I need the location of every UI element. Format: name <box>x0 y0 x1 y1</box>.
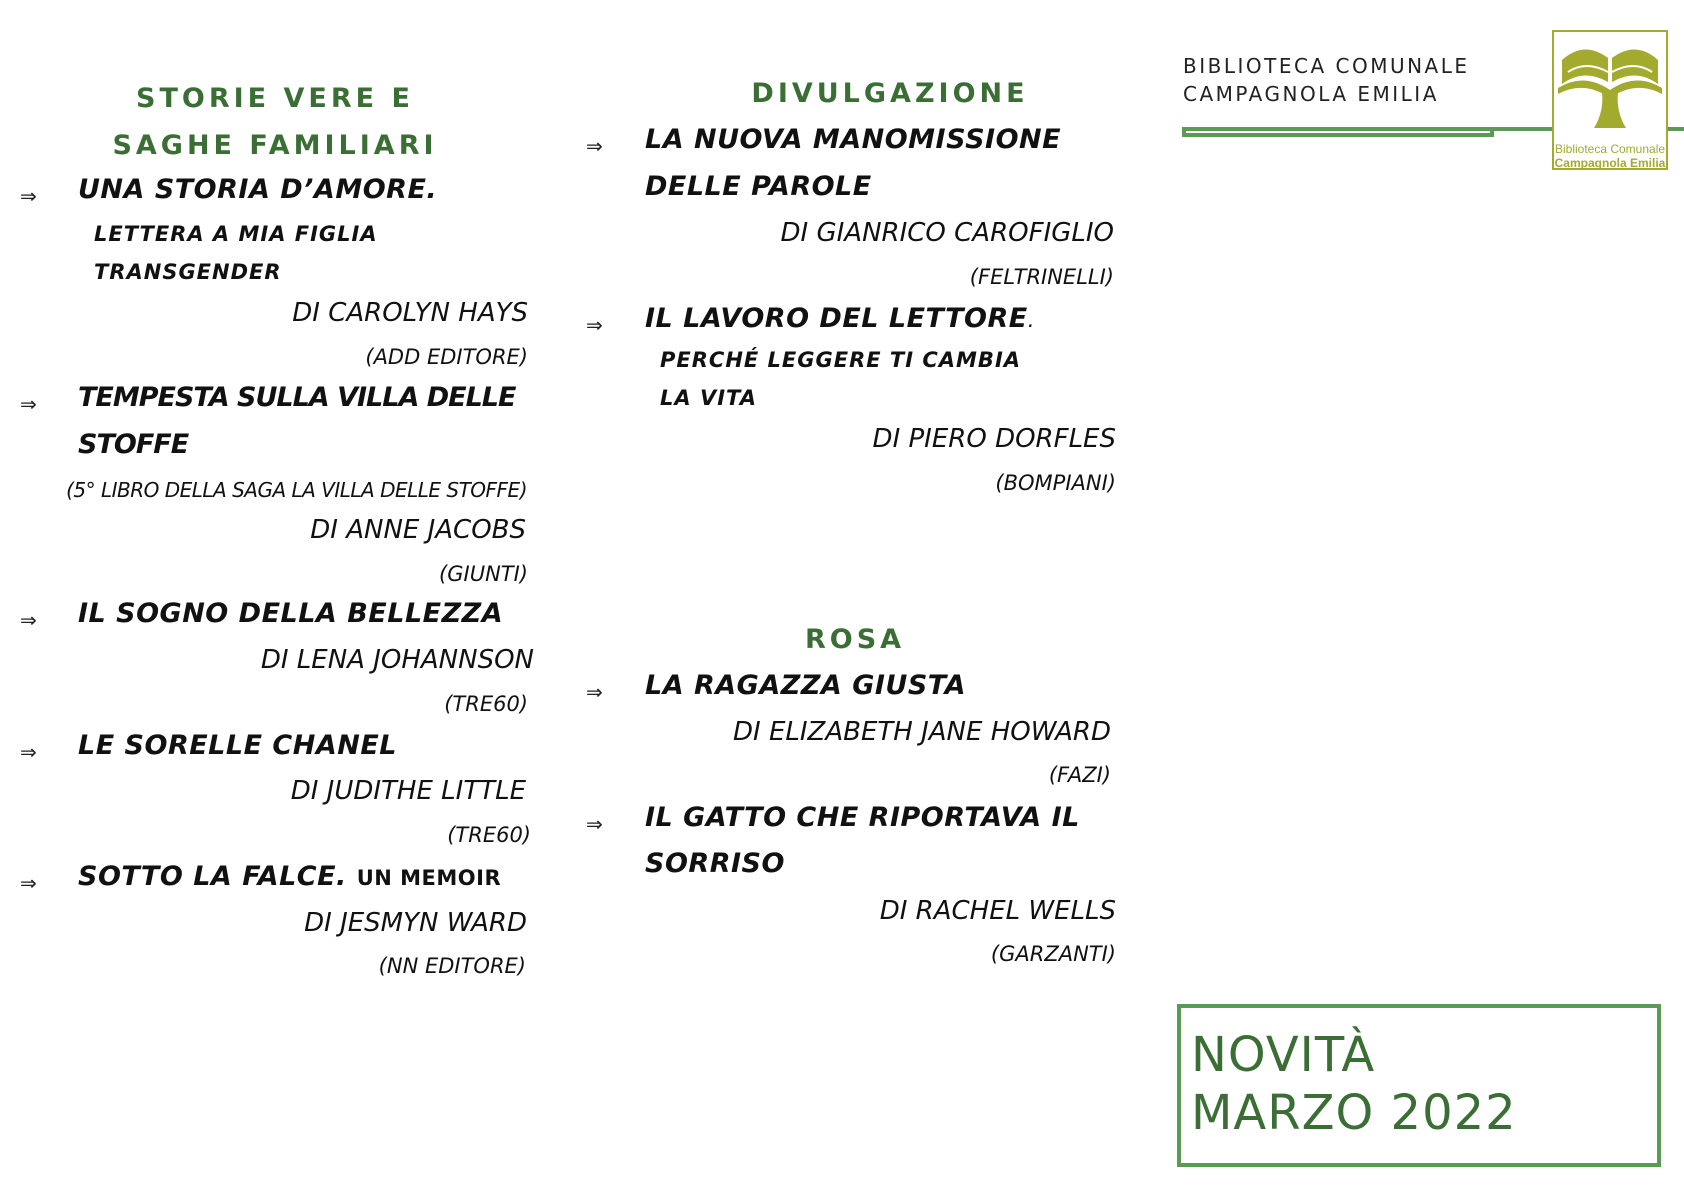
novita-box <box>1177 1004 1661 1167</box>
book-title: LE SORELLE CHANEL <box>78 730 397 761</box>
section-title-storie <box>90 75 460 169</box>
section-title-rosa: ROSA <box>804 624 906 655</box>
book-author: DI PIERO DORFLES <box>872 424 1116 454</box>
section-title-line2: SAGHE FAMILIARI <box>112 130 438 161</box>
arrow-icon: ⇒ <box>20 392 37 416</box>
arrow-icon: ⇒ <box>586 134 603 158</box>
book-subtitle: TRANSGENDER <box>94 260 282 284</box>
arrow-icon: ⇒ <box>586 812 603 836</box>
novita-heading <box>1191 1026 1517 1142</box>
book-title <box>645 303 1035 334</box>
book-title: UNA STORIA D’AMORE. <box>78 174 438 205</box>
book-publisher: (ADD EDITORE) <box>365 345 528 369</box>
arrow-icon: ⇒ <box>20 740 37 764</box>
arrow-icon: ⇒ <box>586 680 603 704</box>
book-author: DI RACHEL WELLS <box>879 896 1116 926</box>
logo-text-line2: Campagnola Emilia <box>1554 156 1666 170</box>
book-title: LA RAGAZZA GIUSTA <box>645 670 966 701</box>
book-publisher: (TRE60) <box>447 823 531 847</box>
book-title: IL GATTO CHE RIPORTAVA IL <box>645 802 1080 833</box>
book-author: DI CAROLYN HAYS <box>292 298 528 328</box>
book-publisher: (TRE60) <box>444 692 528 716</box>
book-title: TEMPESTA SULLA VILLA DELLE <box>78 382 516 413</box>
book-publisher: (GARZANTI) <box>990 942 1116 966</box>
title-dot: . <box>1027 308 1035 332</box>
book-subtitle: PERCHÉ LEGGERE TI CAMBIA <box>660 348 1022 372</box>
book-publisher: (FELTRINELLI) <box>969 265 1114 289</box>
book-title: DELLE PAROLE <box>645 171 872 202</box>
section-title-divulgazione: DIVULGAZIONE <box>751 78 1029 109</box>
book-publisher: (GIUNTI) <box>439 562 528 586</box>
book-subtitle: LA VITA <box>660 386 757 410</box>
arrow-icon: ⇒ <box>20 608 37 632</box>
book-author: DI ELIZABETH JANE HOWARD <box>733 717 1111 747</box>
book-note: (5° LIBRO DELLA SAGA LA VILLA DELLE STOFFE) <box>66 478 527 502</box>
book-title: SORRISO <box>645 848 785 879</box>
book-title: LA NUOVA MANOMISSIONE <box>645 124 1062 155</box>
arrow-icon: ⇒ <box>586 313 603 337</box>
library-name-line2: CAMPAGNOLA EMILIA <box>1183 82 1439 106</box>
book-author: DI JUDITHE LITTLE <box>290 776 526 806</box>
book-publisher: (FAZI) <box>1048 763 1111 787</box>
header-rule <box>1182 127 1494 137</box>
novita-line1: NOVITÀ <box>1191 1027 1376 1083</box>
book-author: DI LENA JOHANNSON <box>260 645 534 675</box>
book-tree-icon <box>1554 32 1666 132</box>
book-title: IL SOGNO DELLA BELLEZZA <box>78 598 504 629</box>
arrow-icon: ⇒ <box>20 871 37 895</box>
logo-text-line1: Biblioteca Comunale <box>1554 142 1666 156</box>
book-author: DI JESMYN WARD <box>304 908 527 938</box>
book-author: DI GIANRICO CAROFIGLIO <box>780 218 1114 248</box>
book-subtitle: UN MEMOIR <box>356 866 502 890</box>
book-title: STOFFE <box>78 429 189 460</box>
library-name-line1: BIBLIOTECA COMUNALE <box>1183 54 1470 78</box>
novita-line2: MARZO 2022 <box>1191 1085 1517 1141</box>
book-title-main: IL LAVORO DEL LETTORE <box>645 303 1028 334</box>
arrow-icon: ⇒ <box>20 184 37 208</box>
library-logo <box>1552 30 1668 170</box>
book-subtitle: LETTERA A MIA FIGLIA <box>94 222 378 246</box>
book-title <box>78 861 501 892</box>
section-title-line1: STORIE VERE E <box>136 83 414 114</box>
book-author: DI ANNE JACOBS <box>310 515 526 545</box>
book-title-main: SOTTO LA FALCE. <box>78 861 347 892</box>
book-publisher: (NN EDITORE) <box>378 954 526 978</box>
book-publisher: (BOMPIANI) <box>995 471 1116 495</box>
